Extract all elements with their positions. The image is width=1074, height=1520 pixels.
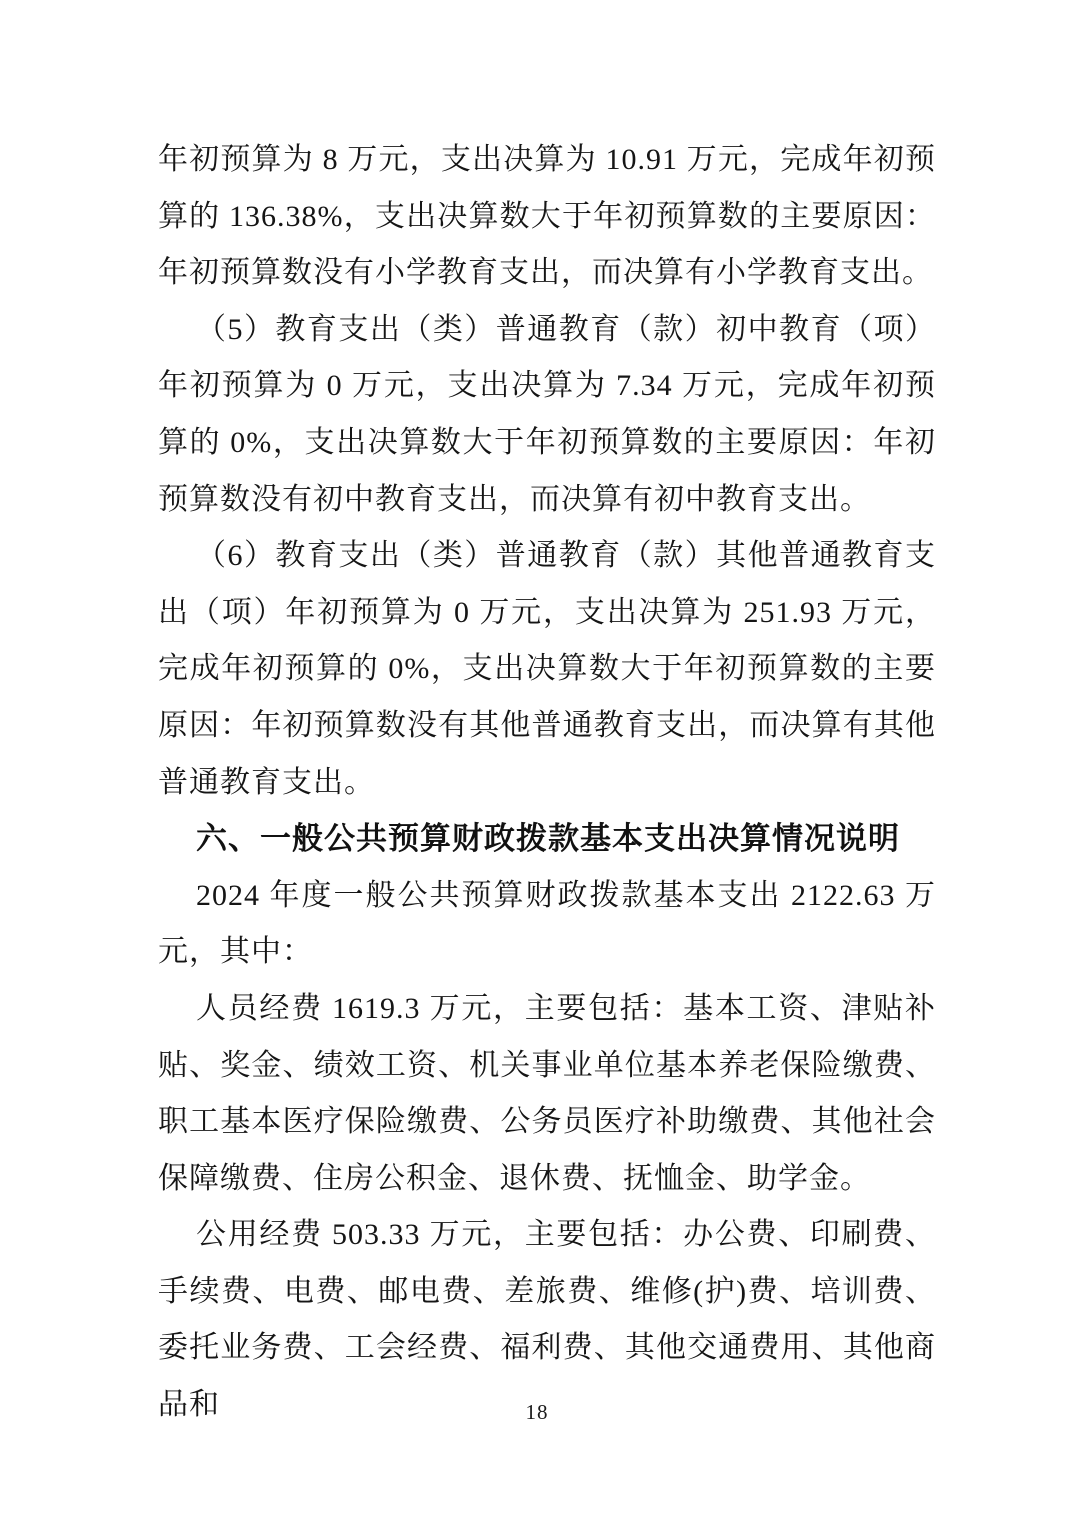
paragraph-item-5: （5）教育支出（类）普通教育（款）初中教育（项）年初预算为 0 万元，支出决算为 7.34 万元，完成年初预算的 0%，支出决算数大于年初预算数的主要原因：年初预算数没有初中教育支出，而决算有初中教育支出。: [158, 312, 936, 516]
paragraph-personnel-funds: 人员经费 1619.3 万元，主要包括：基本工资、津贴补贴、奖金、绩效工资、机关事业单位基本养老保险缴费、职工基本医疗保险缴费、公务员医疗补助缴费、其他社会保障缴费、住房公积金、退休费、抚恤金、助学金。: [158, 991, 936, 1195]
section-heading: 六、一般公共预算财政拨款基本支出决算情况说明: [196, 821, 900, 857]
paragraph-basic-expenditure-total: 2024 年度一般公共预算财政拨款基本支出 2122.63 万元，其中：: [158, 878, 936, 969]
page-body-text: [158, 132, 936, 1434]
page-number: 18: [525, 1400, 549, 1424]
paragraph-item-6: （6）教育支出（类）普通教育（款）其他普通教育支出（项）年初预算为 0 万元，支出决算为 251.93 万元，完成年初预算的 0%，支出决算数大于年初预算数的主要原因：年初预算数没有其他普通教育支出，而决算有其他普通教育支出。: [158, 539, 936, 799]
paragraph-continuation: 年初预算为 8 万元，支出决算为 10.91 万元，完成年初预算的 136.38%，支出决算数大于年初预算数的主要原因：年初预算数没有小学教育支出，而决算有小学教育支出。: [158, 143, 936, 290]
paragraph-public-funds: 公用经费 503.33 万元，主要包括：办公费、印刷费、手续费、电费、邮电费、差旅费、维修(护)费、培训费、委托业务费、工会经费、福利费、其他交通费用、其他商品和: [158, 1218, 936, 1422]
